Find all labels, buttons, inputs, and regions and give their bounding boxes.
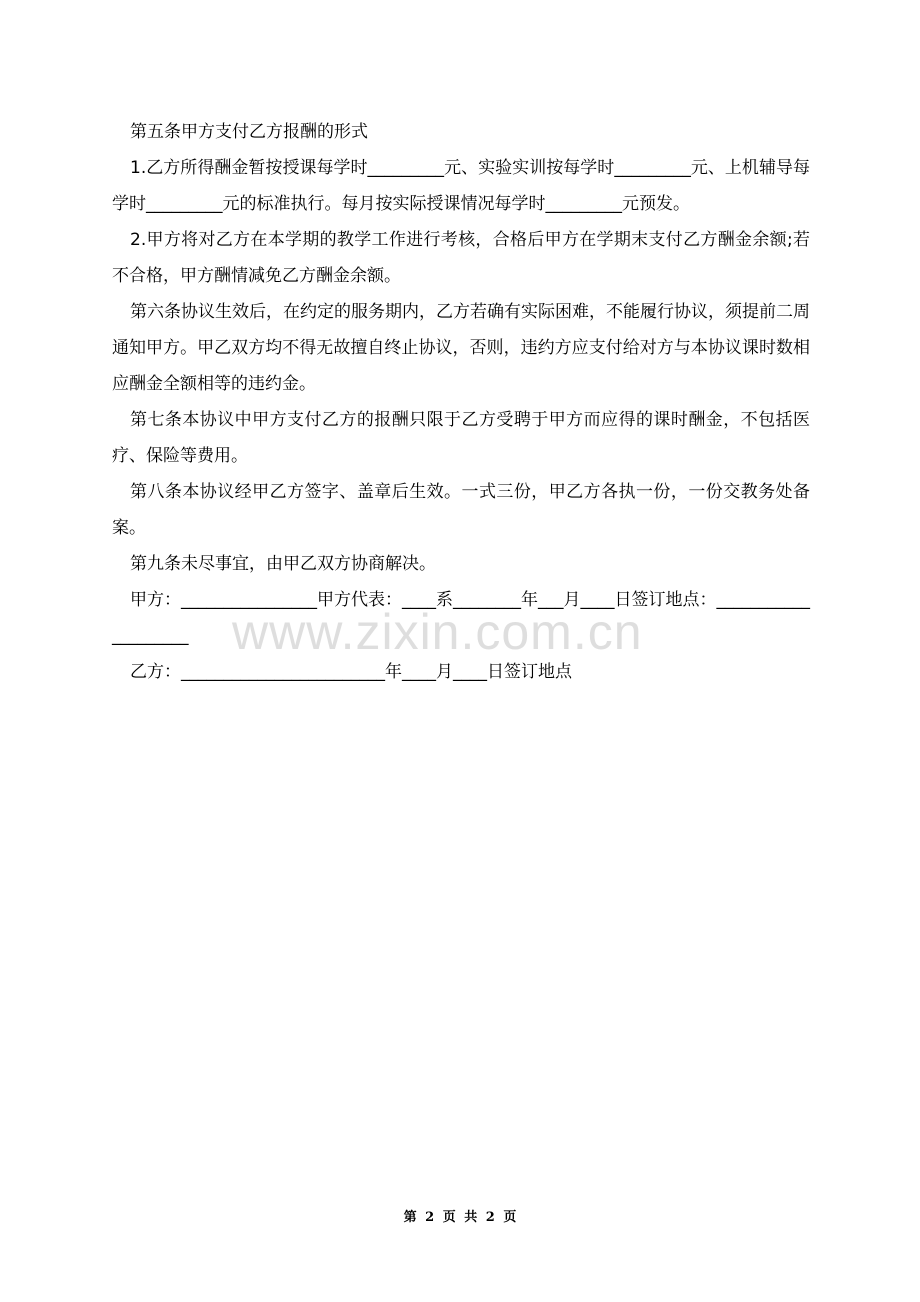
page-footer: 第 2 页 共 2 页 [403,1210,517,1225]
clause-7: 第七条本协议中甲方支付乙方的报酬只限于乙方受聘于甲方而应得的课时酬金，不包括医疗、保险等费用。 [112,410,810,466]
party-a-signature-line: 甲方：________________甲方代表：____系________年___月____日签订地点：____________________ [112,590,810,646]
party-b-signature-line: 乙方：________________________年____月____日签订地点 [130,662,572,682]
clause-5-item-2: 2.甲方将对乙方在本学期的教学工作进行考核，合格后甲方在学期末支付乙方酬金余额;若不合格，甲方酬情减免乙方酬金余额。 [112,230,810,286]
clause-5-title: 第五条甲方支付乙方报酬的形式 [130,122,368,142]
clause-5-item-1: 1.乙方所得酬金暂按授课每学时_________元、实验实训按每学时_________元、上机辅导每学时_________元的标准执行。每月按实际授课情况每学时_________元预发。 [112,158,810,214]
clause-8: 第八条本协议经甲乙方签字、盖章后生效。一式三份，甲乙方各执一份，一份交教务处备案。 [112,482,810,538]
watermark: www.zixin.com.cn [232,604,643,660]
clause-6: 第六条协议生效后，在约定的服务期内，乙方若确有实际困难，不能履行协议，须提前二周通知甲方。甲乙双方均不得无故擅自终止协议，否则，违约方应支付给对方与本协议课时数相应酬金全额相等的违约金。 [112,302,810,394]
clause-9: 第九条未尽事宜，由甲乙双方协商解决。 [130,554,436,574]
document-body [112,114,810,690]
